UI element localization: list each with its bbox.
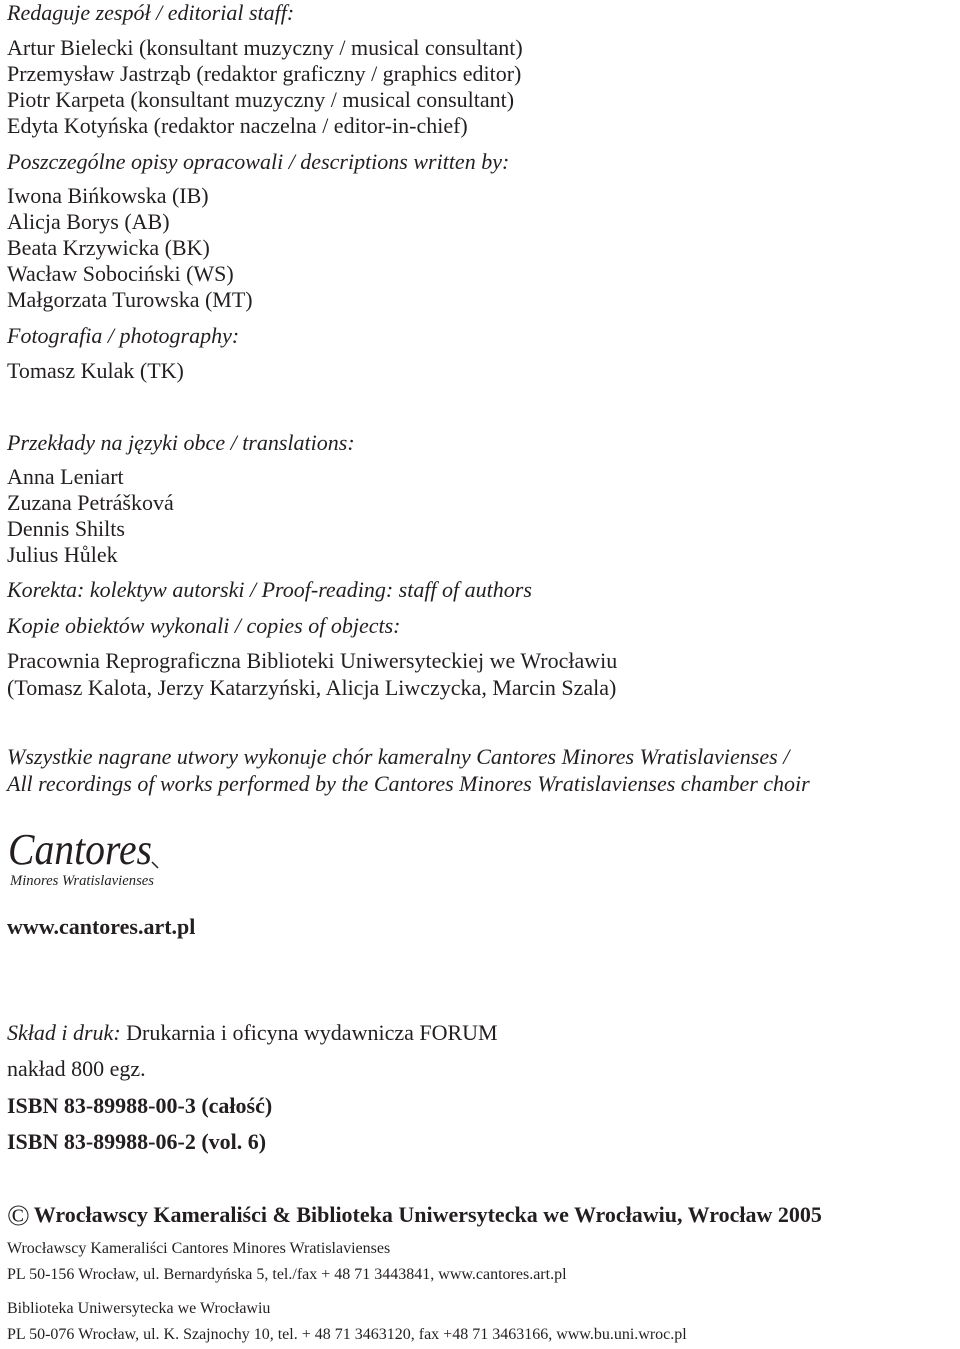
cantores-logo (6, 822, 166, 890)
translator-name: Zuzana Petrášková (7, 490, 174, 515)
logo-swash (152, 862, 158, 868)
translations-heading: Przekłady na języki obce / translations: (7, 430, 355, 455)
copyright-icon: © (7, 1199, 30, 1232)
copyright-line (7, 1198, 822, 1232)
copyright-text: Wrocławscy Kameraliści & Biblioteka Uniwersytecka we Wrocławiu, Wrocław 2005 (33, 1202, 822, 1227)
description-author: Wacław Sobociński (WS) (7, 261, 234, 286)
website-link[interactable]: www.cantores.art.pl (7, 914, 196, 939)
description-author: Małgorzata Turowska (MT) (7, 287, 253, 312)
copies-line: Pracownia Reprograficzna Biblioteki Uniwersyteckiej we Wrocławiu (7, 648, 618, 673)
photographer-name: Tomasz Kulak (TK) (7, 358, 184, 383)
isbn-volume: ISBN 83-89988-06-2 (vol. 6) (7, 1129, 267, 1154)
printing-line (7, 1022, 498, 1044)
translator-name: Anna Leniart (7, 464, 124, 489)
address-line: PL 50-076 Wrocław, ul. K. Szajnochy 10, tel. + 48 71 3463120, fax +48 71 3463166, www.bu.uni.wroc.pl (7, 1326, 687, 1343)
proofreading-line: Korekta: kolektyw autorski / Proof-reading: staff of authors (7, 577, 532, 602)
translator-name: Dennis Shilts (7, 516, 125, 541)
photography-heading: Fotografia / photography: (7, 323, 240, 348)
address-line: PL 50-156 Wrocław, ul. Bernardyńska 5, tel./fax + 48 71 3443841, www.cantores.art.pl (7, 1266, 567, 1283)
logo-main-text: Cantores (8, 825, 152, 874)
isbn-full: ISBN 83-89988-00-3 (całość) (7, 1093, 273, 1118)
editorial-member: Przemysław Jastrząb (redaktor graficzny / graphics editor) (7, 61, 522, 86)
logo-sub-text: Minores Wratislavienses (9, 873, 155, 889)
editorial-member: Piotr Karpeta (konsultant muzyczny / musical consultant) (7, 87, 515, 112)
copies-line: (Tomasz Kalota, Jerzy Katarzyński, Alicja Liwczycka, Marcin Szala) (7, 675, 617, 700)
description-author: Beata Krzywicka (BK) (7, 235, 210, 260)
recordings-line: Wszystkie nagrane utwory wykonuje chór kameralny Cantores Minores Wratislavienses / (7, 744, 790, 769)
description-author: Alicja Borys (AB) (7, 209, 170, 234)
editorial-member: Artur Bielecki (konsultant muzyczny / musical consultant) (7, 35, 523, 60)
printing-value: Drukarnia i oficyna wydawnicza FORUM (120, 1020, 498, 1045)
print-run: nakład 800 egz. (7, 1056, 146, 1081)
editorial-member: Edyta Kotyńska (redaktor naczelna / editor-in-chief) (7, 113, 468, 138)
copies-heading: Kopie obiektów wykonali / copies of objects: (7, 613, 401, 638)
translator-name: Julius Hůlek (7, 542, 118, 567)
printing-label: Skład i druk: (7, 1020, 121, 1045)
descriptions-heading: Poszczególne opisy opracowali / descriptions written by: (7, 149, 510, 174)
address-line: Biblioteka Uniwersytecka we Wrocławiu (7, 1300, 271, 1317)
editorial-heading: Redaguje zespół / editorial staff: (7, 0, 295, 25)
recordings-line: All recordings of works performed by the Cantores Minores Wratislavienses chamber choir (7, 771, 810, 796)
address-line: Wrocławscy Kameraliści Cantores Minores Wratislavienses (7, 1240, 391, 1257)
description-author: Iwona Bińkowska (IB) (7, 183, 209, 208)
